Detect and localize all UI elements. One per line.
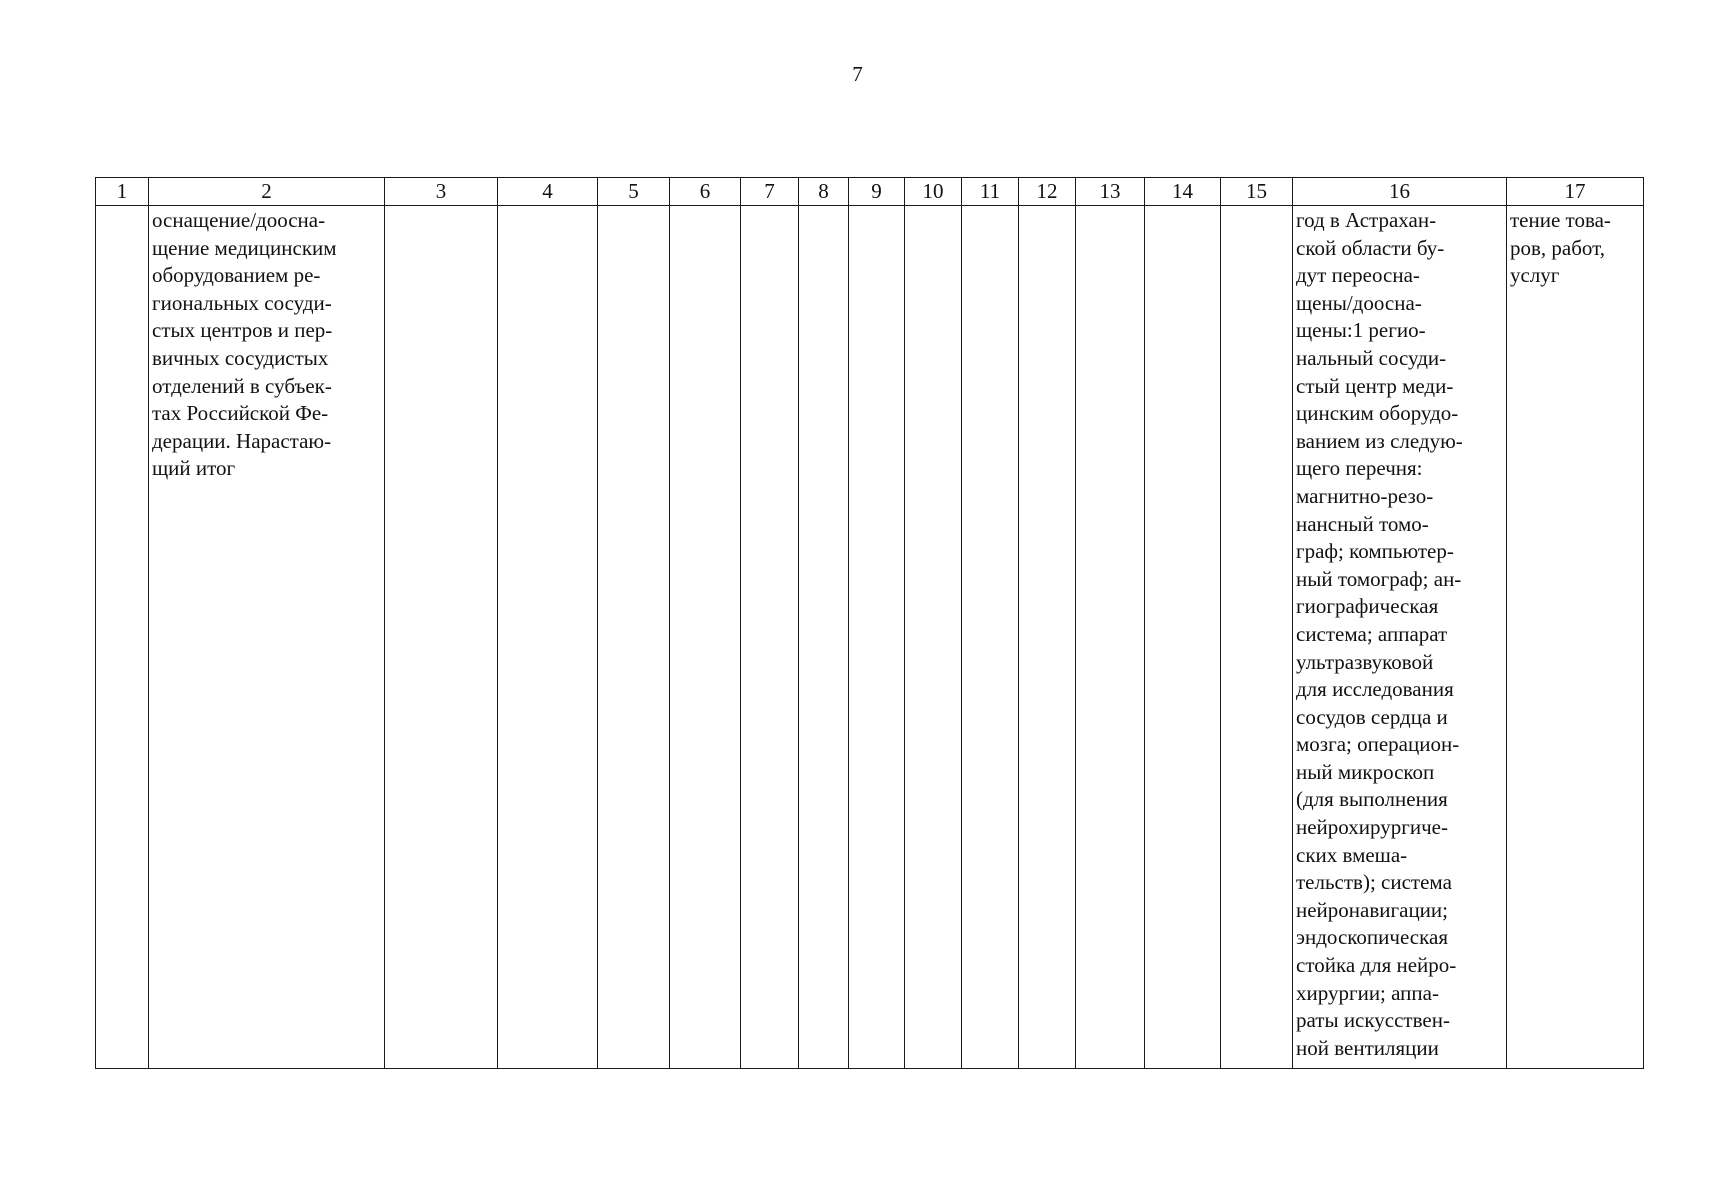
cell-text-procurement: тение това- ров, работ, услуг — [1510, 208, 1611, 288]
column-header-15: 15 — [1221, 178, 1293, 206]
column-header-16: 16 — [1293, 178, 1507, 206]
table-row — [96, 206, 1644, 1069]
cell-text — [905, 206, 961, 207]
column-header-17: 17 — [1507, 178, 1644, 206]
table-cell — [498, 206, 598, 1069]
cell-text — [1221, 206, 1292, 207]
column-header-11: 11 — [962, 178, 1019, 206]
cell-text — [741, 206, 798, 207]
column-header-3: 3 — [385, 178, 498, 206]
cell-text — [498, 206, 597, 207]
cell-text — [799, 206, 848, 207]
table-cell — [1019, 206, 1076, 1069]
table-cell — [598, 206, 670, 1069]
cell-text — [96, 206, 148, 207]
table-cell — [1293, 206, 1507, 1069]
cell-text — [385, 206, 497, 207]
page-number: 7 — [852, 62, 863, 86]
column-header-4: 4 — [498, 178, 598, 206]
table-cell — [670, 206, 741, 1069]
column-header-9: 9 — [849, 178, 905, 206]
column-header-12: 12 — [1019, 178, 1076, 206]
column-number-row — [96, 178, 1644, 206]
column-header-13: 13 — [1076, 178, 1145, 206]
cell-text — [598, 206, 669, 207]
table-cell — [799, 206, 849, 1069]
data-table — [95, 177, 1644, 1069]
cell-text — [1076, 206, 1144, 207]
column-header-8: 8 — [799, 178, 849, 206]
table-cell — [849, 206, 905, 1069]
table-cell — [1076, 206, 1145, 1069]
cell-text — [1019, 206, 1075, 207]
table-cell — [1507, 206, 1644, 1069]
cell-text — [962, 206, 1018, 207]
cell-text — [670, 206, 740, 207]
table-cell — [1145, 206, 1221, 1069]
column-header-1: 1 — [96, 178, 149, 206]
cell-text — [849, 206, 904, 207]
column-header-2: 2 — [149, 178, 385, 206]
table-cell — [962, 206, 1019, 1069]
column-header-5: 5 — [598, 178, 670, 206]
column-header-14: 14 — [1145, 178, 1221, 206]
table-cell — [96, 206, 149, 1069]
cell-text-indicator: оснащение/доосна- щение медицинским оборудованием ре- гиональных сосуди- стых центров и пер- вичных сосудистых отделений в субъек- тах Российской Фе- дерации. Нарастаю- щий итог — [152, 208, 337, 481]
table-cell — [149, 206, 385, 1069]
cell-text-result: год в Астрахан- ской области бу- дут переосна- щены/доосна- щены:1 регио- нальный сосуди- стый центр меди- цинским оборудо- ванием из следую- щего перечня: магнитно-резо- нансный томо- граф; компьютер- ный томограф; ан- гиографическая система; аппарат ультразвуковой для исследования сосудов сердца и мозга; операцион- ный микроскоп (для выполнения нейрохирургиче- ских вмеша- тельств); система нейронавигации; эндоскопическая стойка для нейро- хирургии; аппа- раты искусствен- ной вентиляции — [1296, 208, 1463, 1060]
table-cell — [905, 206, 962, 1069]
column-header-6: 6 — [670, 178, 741, 206]
table-cell — [1221, 206, 1293, 1069]
column-header-10: 10 — [905, 178, 962, 206]
table-cell — [385, 206, 498, 1069]
cell-text — [1145, 206, 1220, 207]
table-cell — [741, 206, 799, 1069]
column-header-7: 7 — [741, 178, 799, 206]
